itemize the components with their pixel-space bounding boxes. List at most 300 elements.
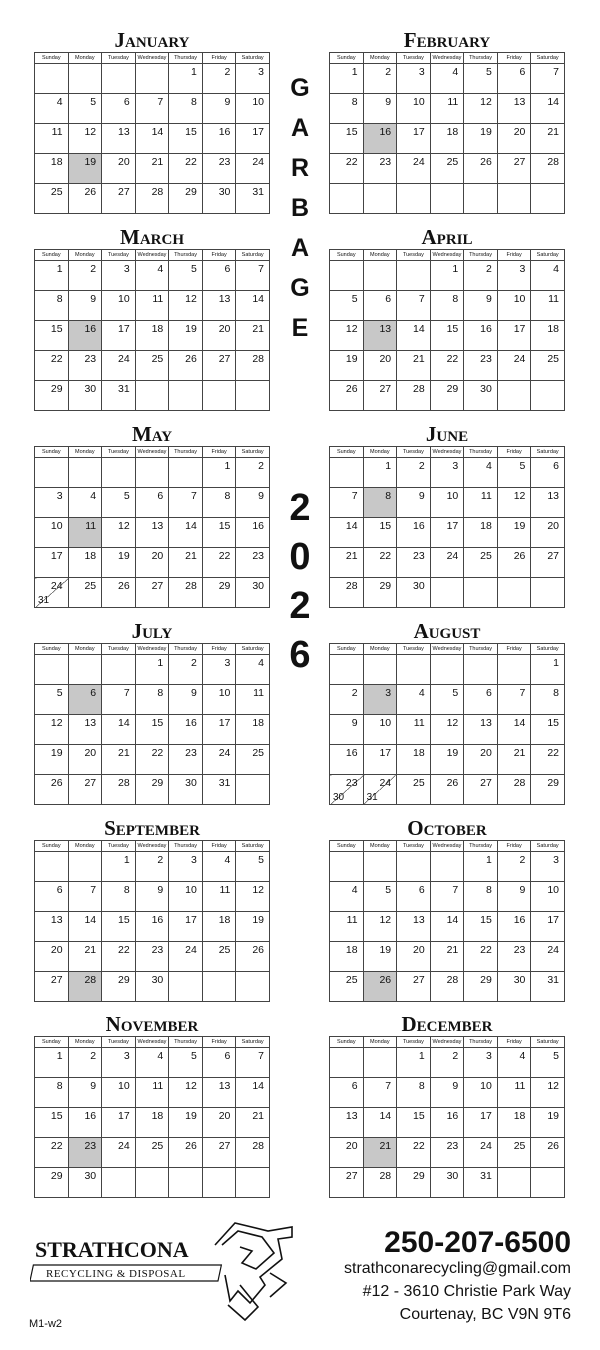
day-number: 27 — [50, 974, 63, 986]
day-cell — [497, 715, 531, 745]
day-cell — [363, 154, 397, 184]
day-number: 21 — [345, 550, 358, 562]
day-number: 5 — [519, 460, 526, 472]
day-number: 31 — [38, 595, 50, 606]
day-number: 7 — [190, 490, 197, 502]
day-cell — [397, 1108, 431, 1138]
day-number: 26 — [84, 186, 97, 198]
day-number: 17 — [252, 126, 264, 138]
day-number: 20 — [547, 520, 559, 532]
day-cell — [430, 321, 464, 351]
day-number: 17 — [118, 1110, 130, 1122]
day-cell — [236, 261, 270, 291]
day-cell — [135, 655, 169, 685]
day-cell — [397, 548, 431, 578]
day-cell — [202, 124, 236, 154]
day-cell — [397, 154, 431, 184]
weekday-header: Tuesday — [397, 841, 431, 852]
day-cell — [135, 745, 169, 775]
day-cell — [169, 882, 203, 912]
month-june — [329, 422, 565, 608]
day-number: 18 — [446, 126, 459, 138]
day-number: 18 — [50, 156, 63, 168]
day-number: 4 — [56, 96, 63, 108]
day-number: 14 — [547, 96, 559, 108]
day-number: 29 — [413, 1170, 425, 1182]
day-cell — [330, 1108, 364, 1138]
day-number: 15 — [413, 1110, 425, 1122]
day-number: 29 — [547, 777, 559, 789]
day-number: 8 — [385, 490, 392, 502]
weekday-header: Wednesday — [135, 841, 169, 852]
day-cell — [68, 184, 102, 214]
day-number: 13 — [379, 323, 392, 335]
day-cell — [169, 94, 203, 124]
day-number: 26 — [252, 944, 264, 956]
pickup-day-cell — [68, 685, 102, 715]
pickup-day-cell — [68, 518, 102, 548]
day-number: 17 — [185, 914, 197, 926]
day-number: 7 — [418, 293, 425, 305]
day-cell — [464, 1048, 498, 1078]
weekday-header: Sunday — [35, 53, 69, 64]
day-number: 10 — [446, 490, 459, 502]
day-cell — [35, 972, 69, 1002]
day-cell — [531, 184, 565, 214]
day-number: 8 — [56, 1080, 63, 1092]
day-cell — [68, 715, 102, 745]
day-number: 9 — [351, 717, 358, 729]
day-cell — [236, 64, 270, 94]
day-cell — [202, 852, 236, 882]
weekday-header: Wednesday — [135, 644, 169, 655]
day-cell — [397, 882, 431, 912]
day-cell — [35, 745, 69, 775]
day-number: 9 — [452, 1080, 459, 1092]
day-cell — [397, 351, 431, 381]
day-number: 6 — [90, 687, 97, 699]
day-number: 12 — [379, 914, 392, 926]
day-cell — [135, 351, 169, 381]
day-number: 9 — [485, 293, 492, 305]
day-number: 24 — [413, 156, 425, 168]
day-number: 1 — [224, 460, 231, 472]
day-cell — [531, 1108, 565, 1138]
day-number: 6 — [351, 1080, 358, 1092]
weekday-header: Thursday — [169, 447, 203, 458]
day-number: 5 — [190, 1050, 197, 1062]
day-number: 30 — [333, 792, 345, 803]
day-cell — [135, 321, 169, 351]
day-cell — [464, 775, 498, 805]
day-number: 19 — [345, 353, 358, 365]
day-cell — [430, 184, 464, 214]
day-cell — [430, 942, 464, 972]
weekday-header: Saturday — [531, 841, 565, 852]
day-number: 11 — [447, 96, 459, 108]
day-cell — [135, 94, 169, 124]
weekday-header: Monday — [363, 447, 397, 458]
day-cell — [102, 1048, 136, 1078]
day-cell — [102, 124, 136, 154]
day-number: 4 — [90, 490, 97, 502]
weekday-header: Friday — [202, 841, 236, 852]
day-number: 8 — [553, 687, 559, 699]
day-number: 19 — [185, 1110, 197, 1122]
day-cell — [102, 775, 136, 805]
day-cell — [397, 1168, 431, 1198]
day-number: 28 — [151, 186, 164, 198]
day-number: 26 — [185, 1140, 197, 1152]
day-cell — [430, 351, 464, 381]
day-number: 5 — [452, 687, 459, 699]
day-cell — [397, 321, 431, 351]
day-number: 8 — [123, 884, 130, 896]
day-cell — [35, 578, 69, 608]
day-number: 16 — [218, 126, 231, 138]
day-number: 24 — [185, 944, 197, 956]
day-number: 22 — [50, 1140, 63, 1152]
day-cell — [330, 972, 364, 1002]
day-cell — [202, 548, 236, 578]
day-cell — [330, 685, 364, 715]
day-number: 19 — [185, 323, 197, 335]
weekday-header: Monday — [68, 447, 102, 458]
year-digit: 2 — [289, 487, 311, 529]
pickup-day-cell — [363, 488, 397, 518]
day-number: 21 — [446, 944, 459, 956]
day-number: 2 — [452, 1050, 459, 1062]
month-title: June — [425, 422, 469, 446]
day-cell — [497, 942, 531, 972]
day-number: 7 — [258, 1050, 264, 1062]
day-cell — [68, 1048, 102, 1078]
weekday-header: Saturday — [236, 250, 270, 261]
day-cell — [464, 1138, 498, 1168]
day-cell — [202, 351, 236, 381]
day-cell — [430, 578, 464, 608]
day-number: 20 — [151, 550, 164, 562]
day-cell — [330, 882, 364, 912]
day-number: 26 — [513, 550, 526, 562]
day-number: 18 — [513, 1110, 526, 1122]
day-cell — [363, 578, 397, 608]
day-cell — [135, 184, 169, 214]
day-number: 13 — [547, 490, 559, 502]
day-cell — [35, 94, 69, 124]
day-cell — [430, 715, 464, 745]
day-number: 28 — [118, 777, 130, 789]
day-number: 21 — [118, 747, 130, 759]
weekday-header: Thursday — [169, 53, 203, 64]
day-cell — [169, 655, 203, 685]
email-address[interactable]: strathconarecycling@gmail.com — [344, 1260, 571, 1277]
day-number: 17 — [446, 520, 459, 532]
day-number: 2 — [90, 1050, 97, 1062]
day-cell — [236, 1078, 270, 1108]
day-cell — [169, 548, 203, 578]
garbage-letter: G — [290, 74, 310, 102]
day-cell — [102, 745, 136, 775]
day-cell — [169, 1168, 203, 1198]
year-digit: 2 — [289, 585, 311, 627]
day-number: 4 — [224, 854, 231, 866]
day-cell — [102, 261, 136, 291]
day-cell — [531, 548, 565, 578]
day-number: 26 — [547, 1140, 559, 1152]
day-number: 9 — [190, 687, 197, 699]
day-number: 13 — [151, 520, 164, 532]
day-cell — [430, 1168, 464, 1198]
day-number: 28 — [185, 580, 197, 592]
weekday-header: Tuesday — [397, 447, 431, 458]
day-number: 19 — [252, 914, 264, 926]
weekday-header: Friday — [202, 644, 236, 655]
day-number: 4 — [418, 687, 425, 699]
day-cell — [531, 458, 565, 488]
day-cell — [497, 912, 531, 942]
day-cell — [35, 64, 69, 94]
day-cell — [68, 351, 102, 381]
day-cell — [531, 655, 565, 685]
day-number: 13 — [84, 717, 97, 729]
year-digit: 0 — [289, 536, 311, 578]
day-cell — [202, 685, 236, 715]
day-cell — [397, 291, 431, 321]
day-number: 2 — [385, 66, 392, 78]
day-cell — [464, 458, 498, 488]
day-cell — [236, 715, 270, 745]
day-number: 23 — [151, 944, 164, 956]
day-number: 7 — [90, 884, 97, 896]
day-number: 3 — [56, 490, 63, 502]
weekday-header: Thursday — [169, 250, 203, 261]
day-number: 4 — [485, 460, 492, 472]
day-cell — [169, 154, 203, 184]
day-cell — [102, 94, 136, 124]
day-cell — [135, 1138, 169, 1168]
month-grid — [329, 446, 565, 608]
day-cell — [202, 745, 236, 775]
day-number: 17 — [413, 126, 425, 138]
day-cell — [135, 458, 169, 488]
day-number: 5 — [385, 884, 392, 896]
day-number: 25 — [480, 550, 492, 562]
day-cell — [135, 1108, 169, 1138]
day-cell — [169, 685, 203, 715]
day-number: 3 — [385, 687, 392, 699]
day-number: 11 — [253, 687, 264, 699]
day-number: 29 — [118, 974, 130, 986]
day-number: 25 — [547, 353, 559, 365]
day-cell — [35, 381, 69, 411]
day-cell — [202, 1168, 236, 1198]
day-cell — [202, 578, 236, 608]
weekday-header: Sunday — [35, 644, 69, 655]
day-cell — [102, 381, 136, 411]
day-number: 11 — [548, 293, 559, 305]
day-number: 19 — [50, 747, 63, 759]
weekday-header: Tuesday — [397, 53, 431, 64]
weekday-header: Thursday — [169, 644, 203, 655]
day-cell — [363, 745, 397, 775]
day-cell — [531, 64, 565, 94]
day-cell — [236, 1108, 270, 1138]
day-number: 13 — [513, 96, 526, 108]
day-cell — [330, 1048, 364, 1078]
day-number: 8 — [157, 687, 164, 699]
weekday-header: Sunday — [35, 250, 69, 261]
month-september — [34, 816, 270, 1002]
day-cell — [68, 458, 102, 488]
day-number: 4 — [351, 884, 358, 896]
day-number: 20 — [345, 1140, 358, 1152]
day-number: 16 — [345, 747, 358, 759]
day-cell — [236, 1048, 270, 1078]
day-number: 15 — [446, 323, 459, 335]
month-grid — [329, 840, 565, 1002]
day-number: 3 — [224, 657, 231, 669]
day-number: 20 — [480, 747, 492, 759]
day-number: 27 — [218, 353, 231, 365]
day-number: 8 — [224, 490, 231, 502]
day-cell — [531, 775, 565, 805]
day-cell — [464, 351, 498, 381]
day-number: 9 — [90, 293, 97, 305]
day-number: 22 — [379, 550, 392, 562]
day-number: 12 — [84, 126, 97, 138]
day-number: 14 — [185, 520, 197, 532]
day-cell — [35, 1138, 69, 1168]
day-cell — [497, 775, 531, 805]
day-cell — [464, 488, 498, 518]
day-cell — [497, 124, 531, 154]
day-number: 15 — [50, 1110, 63, 1122]
month-title: November — [105, 1012, 199, 1036]
day-cell — [236, 291, 270, 321]
day-cell — [430, 94, 464, 124]
day-number: 31 — [218, 777, 231, 789]
day-number: 18 — [480, 520, 492, 532]
day-cell — [68, 124, 102, 154]
day-number: 1 — [56, 263, 63, 275]
day-cell — [397, 655, 431, 685]
day-cell — [102, 972, 136, 1002]
day-cell — [363, 1078, 397, 1108]
day-cell — [497, 685, 531, 715]
day-cell — [68, 578, 102, 608]
day-cell — [430, 685, 464, 715]
day-cell — [397, 64, 431, 94]
day-number: 25 — [345, 974, 358, 986]
month-may — [34, 422, 270, 608]
day-cell — [236, 351, 270, 381]
day-cell — [397, 518, 431, 548]
day-cell — [169, 381, 203, 411]
day-number: 7 — [553, 66, 559, 78]
day-cell — [397, 184, 431, 214]
day-cell — [135, 548, 169, 578]
day-cell — [430, 1078, 464, 1108]
day-number: 14 — [379, 1110, 392, 1122]
day-number: 30 — [480, 383, 492, 395]
day-number: 30 — [185, 777, 197, 789]
day-number: 16 — [84, 1110, 97, 1122]
street-address: #12 - 3610 Christie Park Way — [362, 1283, 571, 1300]
day-cell — [464, 291, 498, 321]
day-cell — [397, 715, 431, 745]
weekday-header: Saturday — [236, 53, 270, 64]
day-cell — [202, 1138, 236, 1168]
weekday-header: Monday — [363, 841, 397, 852]
day-number: 9 — [385, 96, 392, 108]
day-number: 14 — [513, 717, 526, 729]
day-number: 18 — [151, 323, 164, 335]
day-cell — [497, 1168, 531, 1198]
day-cell — [430, 488, 464, 518]
day-cell — [236, 154, 270, 184]
month-title: August — [413, 619, 481, 643]
day-cell — [35, 775, 69, 805]
day-number: 25 — [413, 777, 425, 789]
day-number: 27 — [480, 777, 492, 789]
month-grid — [34, 249, 270, 411]
day-cell — [464, 1108, 498, 1138]
day-number: 10 — [480, 1080, 492, 1092]
day-number: 5 — [258, 854, 264, 866]
day-number: 11 — [85, 520, 97, 532]
day-number: 22 — [118, 944, 130, 956]
day-cell — [68, 261, 102, 291]
day-cell — [430, 882, 464, 912]
weekday-header: Friday — [202, 250, 236, 261]
day-cell — [102, 1108, 136, 1138]
day-number: 7 — [519, 687, 526, 699]
day-cell — [68, 94, 102, 124]
day-cell — [236, 94, 270, 124]
day-cell — [464, 154, 498, 184]
day-cell — [531, 291, 565, 321]
day-cell — [169, 715, 203, 745]
day-number: 9 — [157, 884, 164, 896]
pickup-day-cell — [363, 321, 397, 351]
day-cell — [363, 655, 397, 685]
day-cell — [330, 351, 364, 381]
day-number: 30 — [218, 186, 231, 198]
day-cell — [497, 458, 531, 488]
day-cell — [430, 381, 464, 411]
day-cell — [68, 548, 102, 578]
day-number: 5 — [190, 263, 197, 275]
day-cell — [68, 1108, 102, 1138]
day-number: 13 — [218, 1080, 231, 1092]
weekday-header: Sunday — [330, 53, 364, 64]
day-number: 24 — [118, 353, 130, 365]
day-number: 15 — [151, 717, 164, 729]
day-number: 29 — [185, 186, 197, 198]
day-cell — [236, 942, 270, 972]
day-cell — [497, 518, 531, 548]
day-cell — [68, 291, 102, 321]
month-title: September — [104, 816, 200, 840]
day-number: 10 — [379, 717, 392, 729]
day-number: 18 — [218, 914, 231, 926]
day-cell — [102, 321, 136, 351]
day-number: 11 — [219, 884, 231, 896]
day-cell — [135, 685, 169, 715]
day-cell — [430, 1138, 464, 1168]
day-cell — [330, 578, 364, 608]
